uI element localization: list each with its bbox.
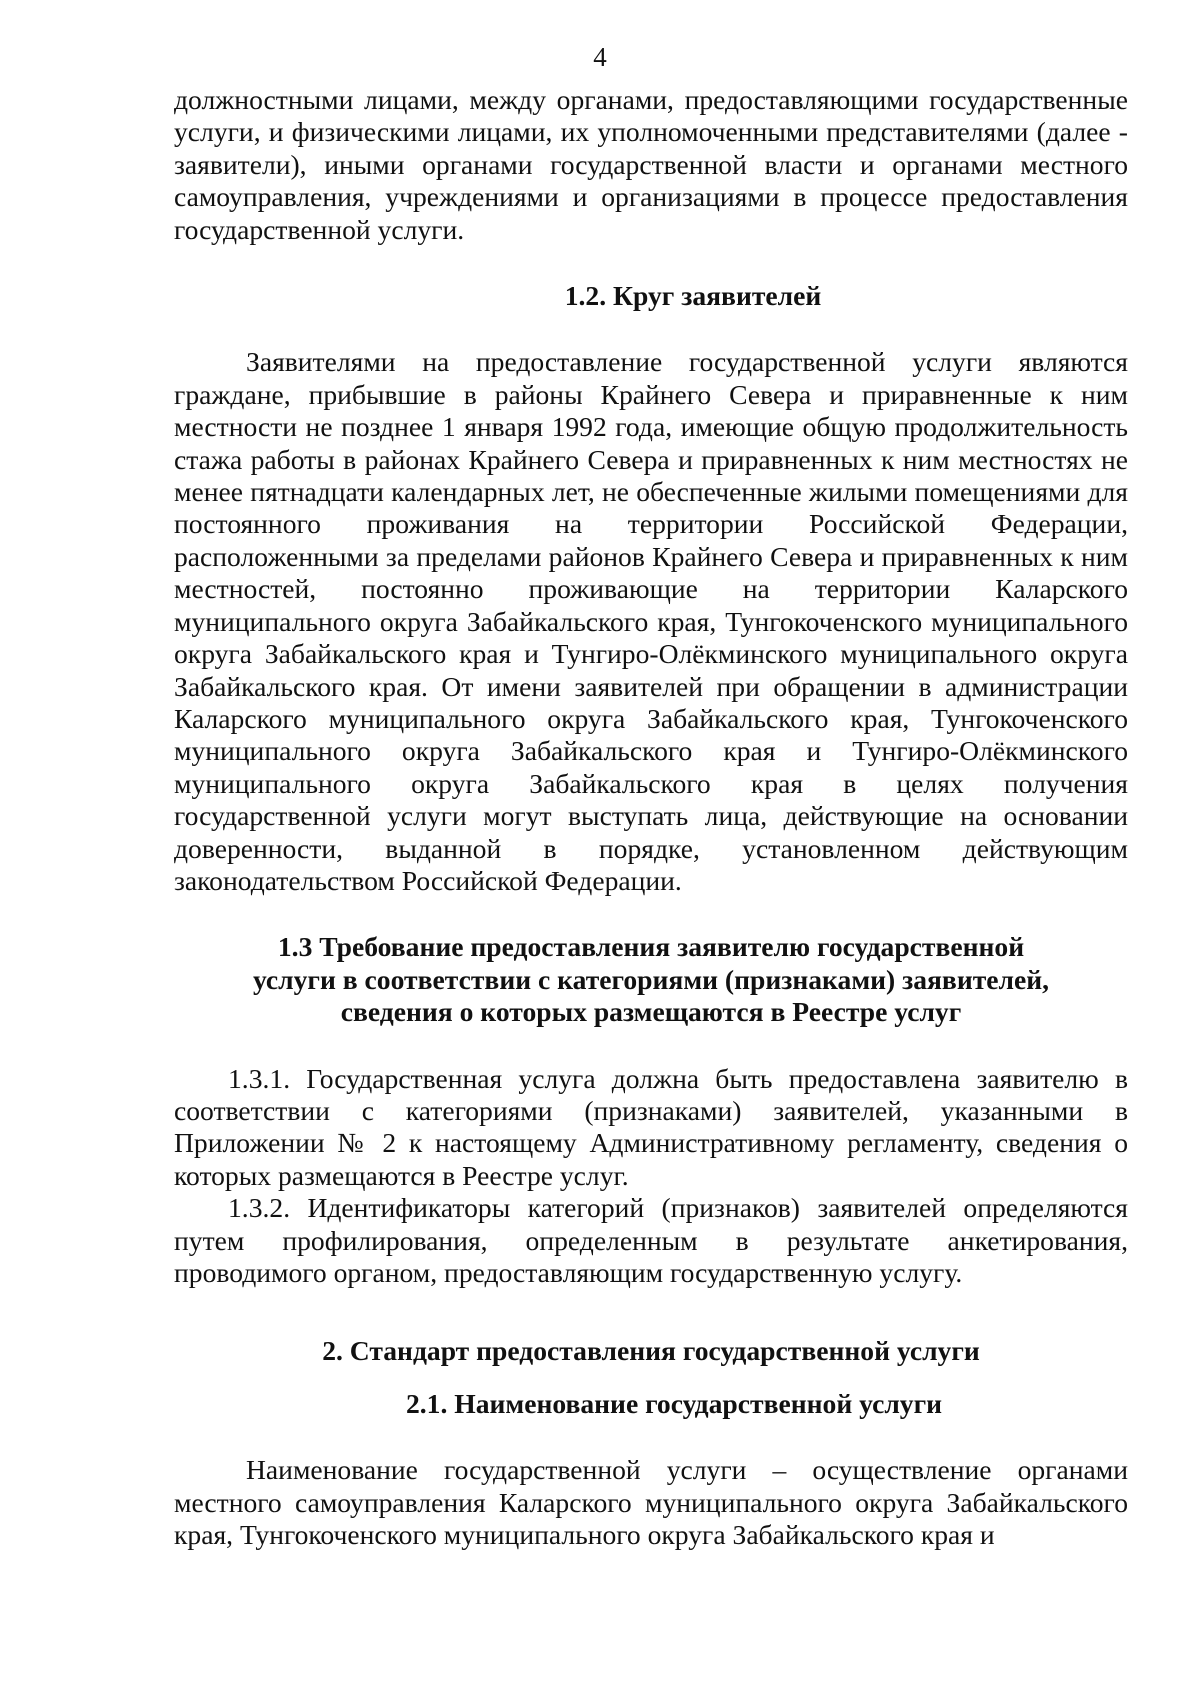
page-number: 4 [593, 42, 607, 72]
section-1-3-2-paragraph: 1.3.2. Идентификаторы категорий (признаков) заявителей определяются путем профилирования, определенным в результате анкетирования, проводимого органом, предоставляющим государственную услугу. [174, 1192, 1128, 1288]
document-body [174, 84, 1128, 1551]
section-2-heading: 2. Стандарт предоставления государственной услуги [322, 1335, 980, 1367]
section-1-2-heading: 1.2. Круг заявителей [564, 280, 822, 312]
section-1-3-1-paragraph: 1.3.1. Государственная услуга должна быть предоставлена заявителю в соответствии с категориями (признаками) заявителей, указанными в Приложении № 2 к настоящему Административному регламенту, сведения о которых размещаются в Реестре услуг. [174, 1062, 1128, 1191]
section-1-2-paragraph: Заявителями на предоставление государственной услуги являются граждане, прибывшие в районы Крайнего Севера и приравненные к ним местности не позднее 1 января 1992 года, имеющие общую продолжительность стажа работы в районах Крайнего Севера и приравненных к ним местностях не менее пятнадцати календарных лет, не обеспеченные жилыми помещениями для постоянного проживания на территории Российской Федерации, расположенными за пределами районов Крайнего Севера и приравненных к ним местностей, постоянно проживающие на территории Каларского муниципального округа Забайкальского края, Тунгокоченского муниципального округа Забайкальского края и Тунгиро-Олёкминского муниципального округа Забайкальского края. От имени заявителей при обращении в администрации Каларского муниципального округа Забайкальского края, Тунгокоченского муниципального округа Забайкальского края и Тунгиро-Олёкминского муниципального округа Забайкальского края в целях получения государственной услуги могут выступать лица, действующие на основании доверенности, выданной в порядке, установленном действующим законодательством Российской Федерации. [174, 346, 1128, 896]
intro-paragraph: должностными лицами, между органами, предоставляющими государственные услуги, и физическими лицами, их уполномоченными представителями (далее - заявители), иными органами государственной власти и органами местного самоуправления, учреждениями и организациями в процессе предоставления государственной услуги. [174, 84, 1128, 245]
section-2-1-heading: 2.1. Наименование государственной услуги [405, 1387, 943, 1419]
section-1-3-heading-line-1: 1.3 Требование предоставления заявителю государственной [277, 931, 1025, 963]
section-1-3-heading-line-2: услуги в соответствии с категориями (признаками) заявителей, [252, 963, 1050, 995]
section-1-3-heading-line-3: сведения о которых размещаются в Реестре услуг [340, 996, 962, 1028]
section-1-3-heading [174, 931, 1128, 1028]
section-2-1-paragraph: Наименование государственной услуги – осуществление органами местного самоуправления Каларского муниципального округа Забайкальского края, Тунгокоченского муниципального округа Забайкальского края и [174, 1454, 1128, 1551]
